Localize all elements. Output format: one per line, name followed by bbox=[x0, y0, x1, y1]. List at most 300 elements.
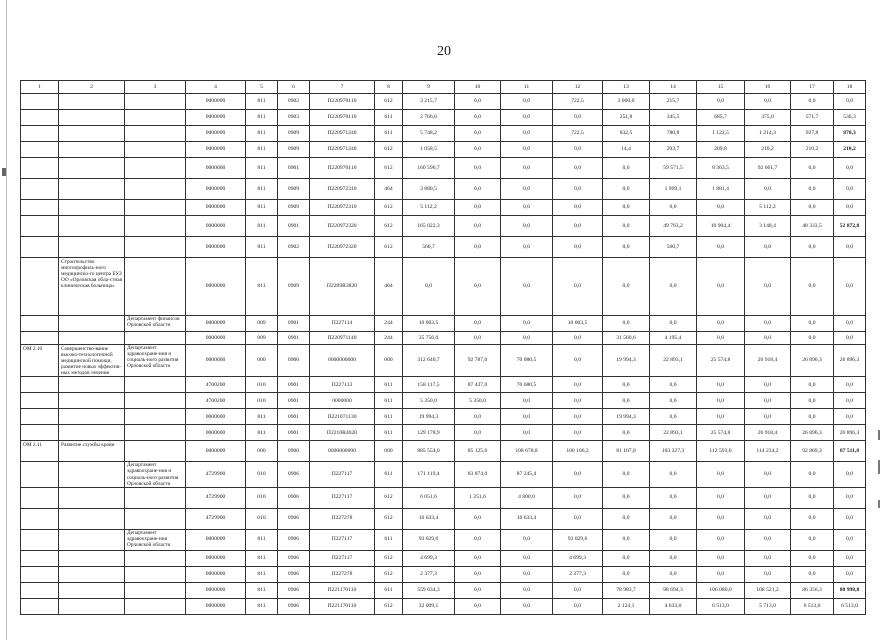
table-cell bbox=[59, 598, 125, 614]
table-cell: П220970110 bbox=[310, 110, 375, 126]
table-cell: 536,3 bbox=[834, 110, 866, 126]
table-cell bbox=[59, 142, 125, 158]
table-cell: П221170110 bbox=[310, 598, 375, 614]
table-cell: 0,0 bbox=[745, 377, 791, 393]
table-cell: 0000000 bbox=[186, 158, 246, 179]
table-cell: 92 787,0 bbox=[455, 345, 501, 377]
table-cell: 4 195,4 bbox=[650, 332, 697, 345]
table-cell: 0,0 bbox=[791, 462, 834, 487]
table-cell: 70 080,5 bbox=[501, 345, 553, 377]
table-cell: 26 896,3 bbox=[834, 345, 866, 377]
table-cell: 0,0 bbox=[455, 332, 501, 345]
table-cell: 0,0 bbox=[745, 94, 791, 110]
table-cell: 0,0 bbox=[501, 258, 553, 316]
table-cell bbox=[59, 529, 125, 550]
table-cell: 0,0 bbox=[455, 409, 501, 425]
table-cell: 0,0 bbox=[603, 566, 650, 582]
table-cell: П2209R3820 bbox=[310, 258, 375, 316]
table-cell: 0,0 bbox=[553, 508, 603, 529]
table-cell: 0,0 bbox=[650, 258, 697, 316]
table-cell: 811 bbox=[246, 258, 278, 316]
table-cell bbox=[59, 425, 125, 441]
table-cell: П221071130 bbox=[310, 409, 375, 425]
table-cell: 0,0 bbox=[745, 508, 791, 529]
table-cell: 0,0 bbox=[553, 200, 603, 216]
table-cell: 0,0 bbox=[455, 508, 501, 529]
table-cell: 0,0 bbox=[553, 110, 603, 126]
table-cell bbox=[125, 126, 186, 142]
column-header: 11 bbox=[501, 81, 553, 94]
table-cell: 612 bbox=[375, 158, 403, 179]
table-cell: 000 bbox=[375, 345, 403, 377]
table-cell: 0,0 bbox=[455, 425, 501, 441]
table-row bbox=[21, 550, 866, 566]
table-cell bbox=[21, 332, 59, 345]
table-cell: 0000000 bbox=[186, 550, 246, 566]
table-cell: 0,0 bbox=[834, 237, 866, 258]
table-cell: 0,0 bbox=[834, 94, 866, 110]
table-cell: 19 994,3 bbox=[603, 409, 650, 425]
table-cell: 1 122,5 bbox=[697, 126, 745, 142]
table-cell: 0,0 bbox=[603, 462, 650, 487]
table-cell: 0906 bbox=[278, 582, 310, 598]
table-cell: 0,0 bbox=[553, 258, 603, 316]
table-cell: 0909 bbox=[278, 179, 310, 200]
table-cell: 0909 bbox=[278, 126, 310, 142]
table-cell: 0,0 bbox=[834, 258, 866, 316]
table-cell: 0,0 bbox=[650, 462, 697, 487]
table-cell: 0,0 bbox=[791, 487, 834, 508]
table-cell bbox=[125, 582, 186, 598]
table-cell: 0,0 bbox=[697, 377, 745, 393]
table-cell: 0,0 bbox=[791, 158, 834, 179]
table-cell: 0000000 bbox=[186, 216, 246, 237]
table-cell: 0,0 bbox=[650, 200, 697, 216]
table-cell: 0,0 bbox=[455, 237, 501, 258]
table-cell bbox=[21, 200, 59, 216]
table-cell: 009 bbox=[246, 332, 278, 345]
table-cell: 000 bbox=[246, 345, 278, 377]
table-row bbox=[21, 566, 866, 582]
table-cell: 5 350,0 bbox=[455, 393, 501, 409]
table-cell: 811 bbox=[246, 425, 278, 441]
table-cell: 5 713,0 bbox=[745, 598, 791, 614]
table-cell: 0906 bbox=[278, 598, 310, 614]
column-header: 6 bbox=[278, 81, 310, 94]
table-body bbox=[21, 94, 866, 615]
table-cell: 560,7 bbox=[650, 237, 697, 258]
table-cell: 6 051,6 bbox=[403, 487, 455, 508]
table-cell: 1 999,1 bbox=[650, 179, 697, 200]
table-cell: 0,0 bbox=[745, 316, 791, 332]
table-cell bbox=[125, 377, 186, 393]
table-cell: 92 661,7 bbox=[745, 158, 791, 179]
table-cell: 0909 bbox=[278, 258, 310, 316]
table-cell: 103 327,3 bbox=[650, 441, 697, 462]
table-cell: 92 869,3 bbox=[791, 441, 834, 462]
table-cell: 375,0 bbox=[745, 110, 791, 126]
table-cell: 0,0 bbox=[697, 258, 745, 316]
table-cell: П227114 bbox=[310, 316, 375, 332]
table-cell: 2 377,3 bbox=[403, 566, 455, 582]
table-cell: 0000000 bbox=[186, 425, 246, 441]
column-header: 8 bbox=[375, 81, 403, 94]
table-cell: 0,0 bbox=[501, 566, 553, 582]
table-cell: 6 513,0 bbox=[791, 598, 834, 614]
table-cell bbox=[59, 126, 125, 142]
table-cell: 0,0 bbox=[403, 258, 455, 316]
table-cell: 811 bbox=[246, 529, 278, 550]
table-cell: 0,0 bbox=[455, 94, 501, 110]
table-cell: 611 bbox=[375, 126, 403, 142]
table-cell bbox=[125, 216, 186, 237]
table-cell: 0902 bbox=[278, 94, 310, 110]
table-cell: 0,0 bbox=[834, 462, 866, 487]
table-cell: 1 881,4 bbox=[697, 179, 745, 200]
table-cell: 0,0 bbox=[553, 425, 603, 441]
table-cell: 26 896,3 bbox=[791, 345, 834, 377]
table-cell: 0,0 bbox=[455, 550, 501, 566]
column-header: 5 bbox=[246, 81, 278, 94]
table-cell: 345,5 bbox=[650, 110, 697, 126]
table-cell bbox=[125, 94, 186, 110]
table-cell: 0,0 bbox=[455, 258, 501, 316]
table-cell: 000 bbox=[375, 441, 403, 462]
table-cell: 0,0 bbox=[745, 258, 791, 316]
table-cell bbox=[125, 550, 186, 566]
table-cell: 0000000000 bbox=[310, 345, 375, 377]
table-cell: П220972320 bbox=[310, 237, 375, 258]
column-header: 7 bbox=[310, 81, 375, 94]
table-cell: 16 633,4 bbox=[501, 508, 553, 529]
table-cell: 612 bbox=[375, 94, 403, 110]
table-cell: 0,0 bbox=[455, 142, 501, 158]
table-cell: 0000000 bbox=[186, 200, 246, 216]
table-cell: 0000000 bbox=[186, 529, 246, 550]
table-cell: 0,0 bbox=[455, 216, 501, 237]
table-cell: 0901 bbox=[278, 332, 310, 345]
table-cell: 612 bbox=[375, 598, 403, 614]
table-cell: 0901 bbox=[278, 216, 310, 237]
table-cell: 0,0 bbox=[697, 566, 745, 582]
table-cell: 0,0 bbox=[553, 462, 603, 487]
table-cell bbox=[59, 179, 125, 200]
table-cell: 100 106,2 bbox=[553, 441, 603, 462]
page-number: 20 bbox=[437, 44, 451, 59]
table-cell: 0,0 bbox=[834, 487, 866, 508]
table-cell bbox=[21, 550, 59, 566]
table-cell: 0,0 bbox=[455, 158, 501, 179]
table-cell: 0901 bbox=[278, 425, 310, 441]
table-cell: 19 994,3 bbox=[403, 409, 455, 425]
table-cell: 4 699,3 bbox=[403, 550, 455, 566]
table-cell: 722,5 bbox=[553, 94, 603, 110]
table-cell: 0,0 bbox=[791, 377, 834, 393]
table-cell: 5 350,0 bbox=[403, 393, 455, 409]
table-cell: 0000000 bbox=[186, 94, 246, 110]
table-cell: 0,0 bbox=[553, 598, 603, 614]
table-cell: 0,0 bbox=[455, 126, 501, 142]
table-cell: 0,0 bbox=[553, 142, 603, 158]
table-cell: 0,0 bbox=[455, 316, 501, 332]
table-cell: 0,0 bbox=[603, 158, 650, 179]
table-cell: 0901 bbox=[278, 409, 310, 425]
table-cell: 4700200 bbox=[186, 393, 246, 409]
table-cell: 93 029,6 bbox=[553, 529, 603, 550]
table-cell: 811 bbox=[246, 179, 278, 200]
table-cell: 4729900 bbox=[186, 462, 246, 487]
table-cell: 0,0 bbox=[697, 508, 745, 529]
table-cell: 6 513,0 bbox=[697, 598, 745, 614]
table-cell: 612 bbox=[375, 550, 403, 566]
table-cell: 108 678,8 bbox=[501, 441, 553, 462]
table-cell: 0000000 bbox=[186, 142, 246, 158]
table-cell: 0901 bbox=[278, 393, 310, 409]
table-row bbox=[21, 425, 866, 441]
table-cell bbox=[59, 377, 125, 393]
table-cell bbox=[125, 508, 186, 529]
table-cell: 3 215,7 bbox=[403, 94, 455, 110]
table-cell: 98 694,3 bbox=[650, 582, 697, 598]
table-cell bbox=[59, 316, 125, 332]
table-cell: 0,0 bbox=[455, 179, 501, 200]
table-row bbox=[21, 216, 866, 237]
table-cell: 0,0 bbox=[455, 582, 501, 598]
table-cell: 464 bbox=[375, 258, 403, 316]
table-cell: 312 640,7 bbox=[403, 345, 455, 377]
table-cell bbox=[125, 158, 186, 179]
table-cell: П221170110 bbox=[310, 582, 375, 598]
table-row bbox=[21, 94, 866, 110]
table-cell: 0,0 bbox=[791, 550, 834, 566]
table-cell bbox=[125, 142, 186, 158]
table-cell bbox=[21, 598, 59, 614]
table-cell: П220971140 bbox=[310, 332, 375, 345]
table-cell: 611 bbox=[375, 377, 403, 393]
table-row bbox=[21, 462, 866, 487]
table-cell: П220972320 bbox=[310, 216, 375, 237]
table-cell: 0,0 bbox=[455, 566, 501, 582]
table-cell: 165 022,3 bbox=[403, 216, 455, 237]
table-cell: 0,0 bbox=[650, 508, 697, 529]
table-cell: 0,0 bbox=[501, 393, 553, 409]
table-cell: 4 800,0 bbox=[501, 487, 553, 508]
table-cell: 885 554,0 bbox=[403, 441, 455, 462]
table-cell: 108 521,2 bbox=[745, 582, 791, 598]
table-cell: 3 148,4 bbox=[745, 216, 791, 237]
table-cell: 0,0 bbox=[834, 377, 866, 393]
table-cell: 560,7 bbox=[403, 237, 455, 258]
table-cell: П227278 bbox=[310, 566, 375, 582]
table-cell bbox=[125, 200, 186, 216]
table-cell: 009 bbox=[246, 316, 278, 332]
table-cell: 0,0 bbox=[745, 332, 791, 345]
table-row bbox=[21, 377, 866, 393]
table-cell bbox=[21, 142, 59, 158]
table-cell: 0,0 bbox=[697, 462, 745, 487]
table-cell bbox=[59, 409, 125, 425]
table-cell: 106 080,0 bbox=[697, 582, 745, 598]
table-cell: 158 117,5 bbox=[403, 377, 455, 393]
table-cell: 114 234,2 bbox=[745, 441, 791, 462]
table-cell bbox=[125, 487, 186, 508]
table-cell: 0,0 bbox=[697, 237, 745, 258]
table-cell bbox=[21, 158, 59, 179]
table-cell: 811 bbox=[246, 142, 278, 158]
table-cell: 32 009,1 bbox=[403, 598, 455, 614]
table-cell: 0,0 bbox=[553, 332, 603, 345]
table-cell: 927,8 bbox=[791, 126, 834, 142]
table-cell: 0,0 bbox=[745, 237, 791, 258]
table-cell: 0,0 bbox=[603, 487, 650, 508]
left-margin-line bbox=[6, 0, 7, 640]
table-cell: 010 bbox=[246, 487, 278, 508]
table-cell: 70 680,5 bbox=[501, 377, 553, 393]
table-cell bbox=[59, 566, 125, 582]
table-cell: 0,0 bbox=[697, 94, 745, 110]
table-cell: П2210R4020 bbox=[310, 425, 375, 441]
table-cell: 86 356,3 bbox=[791, 582, 834, 598]
table-cell bbox=[59, 582, 125, 598]
table-cell bbox=[21, 316, 59, 332]
table-cell: 0,0 bbox=[603, 529, 650, 550]
table-cell: 0,0 bbox=[791, 179, 834, 200]
table-cell: 14,4 bbox=[603, 142, 650, 158]
table-cell bbox=[59, 237, 125, 258]
table-cell: 16 633,4 bbox=[403, 508, 455, 529]
table-cell bbox=[21, 462, 59, 487]
table-cell: 0,0 bbox=[603, 508, 650, 529]
table-cell: 0000000 bbox=[310, 393, 375, 409]
table-cell: 0,0 bbox=[603, 377, 650, 393]
table-cell: 0906 bbox=[278, 550, 310, 566]
table-cell: 3 000,0 bbox=[603, 94, 650, 110]
table-cell: 612 bbox=[375, 142, 403, 158]
table-cell bbox=[21, 179, 59, 200]
table-cell: 611 bbox=[375, 409, 403, 425]
table-cell: 0,0 bbox=[650, 409, 697, 425]
table-cell: 8 363,5 bbox=[697, 158, 745, 179]
table-cell: 811 bbox=[246, 598, 278, 614]
table-cell: 0,0 bbox=[697, 409, 745, 425]
header-row bbox=[21, 81, 866, 94]
table-cell bbox=[125, 393, 186, 409]
table-cell bbox=[59, 508, 125, 529]
table-cell: 1 058,5 bbox=[403, 142, 455, 158]
table-cell bbox=[21, 582, 59, 598]
table-cell: 5 748,2 bbox=[403, 126, 455, 142]
table-cell: 611 bbox=[375, 425, 403, 441]
table-cell bbox=[21, 110, 59, 126]
table-cell: 811 bbox=[246, 158, 278, 179]
table-cell: 49 763,2 bbox=[650, 216, 697, 237]
table-cell bbox=[125, 179, 186, 200]
table-cell: 0,0 bbox=[501, 529, 553, 550]
table-cell: 83 874,0 bbox=[455, 462, 501, 487]
table-cell: 210,2 bbox=[745, 142, 791, 158]
table-cell: 611 bbox=[375, 582, 403, 598]
table-cell: 870,3 bbox=[834, 126, 866, 142]
table-cell: 87 511,8 bbox=[834, 441, 866, 462]
table-cell: 611 bbox=[375, 462, 403, 487]
table-cell bbox=[125, 237, 186, 258]
table-row bbox=[21, 142, 866, 158]
table-cell: 0,0 bbox=[501, 94, 553, 110]
table-cell bbox=[125, 425, 186, 441]
table-cell: 0,0 bbox=[603, 216, 650, 237]
table-cell bbox=[21, 508, 59, 529]
table-row bbox=[21, 345, 866, 377]
table-cell: ОМ 2.10 bbox=[21, 345, 59, 377]
binding-mark bbox=[2, 168, 6, 176]
table-cell: 0,0 bbox=[834, 158, 866, 179]
table-row bbox=[21, 529, 866, 550]
table-cell: 0,0 bbox=[501, 158, 553, 179]
table-cell: 0000000 bbox=[186, 237, 246, 258]
table-cell: 10 904,4 bbox=[697, 216, 745, 237]
table-cell bbox=[21, 216, 59, 237]
table-row bbox=[21, 582, 866, 598]
table-cell: 010 bbox=[246, 508, 278, 529]
table-cell: 010 bbox=[246, 393, 278, 409]
column-header: 17 bbox=[791, 81, 834, 94]
table-cell: 31 560,6 bbox=[603, 332, 650, 345]
table-cell: 612 bbox=[375, 200, 403, 216]
scan-mark bbox=[878, 460, 880, 474]
table-cell: 93 029,6 bbox=[403, 529, 455, 550]
column-header: 16 bbox=[745, 81, 791, 94]
table-cell: 0,0 bbox=[553, 158, 603, 179]
table-cell: 0,0 bbox=[553, 377, 603, 393]
table-cell: 0,0 bbox=[791, 409, 834, 425]
table-cell bbox=[21, 566, 59, 582]
table-cell: 0,0 bbox=[745, 529, 791, 550]
table-cell: 10 003,5 bbox=[403, 316, 455, 332]
table-cell bbox=[21, 409, 59, 425]
table-cell: 85 125,6 bbox=[455, 441, 501, 462]
table-cell: 811 bbox=[246, 550, 278, 566]
table-cell: 0,0 bbox=[834, 332, 866, 345]
table-cell: 0000000 bbox=[186, 582, 246, 598]
table-cell: 464 bbox=[375, 179, 403, 200]
table-cell: 0,0 bbox=[650, 487, 697, 508]
table-cell: 685,7 bbox=[697, 110, 745, 126]
table-cell: 0,0 bbox=[697, 393, 745, 409]
column-header: 3 bbox=[125, 81, 186, 94]
table-cell: 612 bbox=[375, 216, 403, 237]
table-cell: Строительство многопрофиль-ного медицинско-го центра БУЗ ОО «Орловская обла-стная клиническая больница» bbox=[59, 258, 125, 316]
table-cell: 244 bbox=[375, 316, 403, 332]
table-row bbox=[21, 409, 866, 425]
table-cell: 0,0 bbox=[745, 462, 791, 487]
table-cell: 722,5 bbox=[553, 126, 603, 142]
table-cell: 0901 bbox=[278, 158, 310, 179]
table-cell bbox=[125, 566, 186, 582]
table-cell: 52 872,8 bbox=[834, 216, 866, 237]
table-cell: 244 bbox=[375, 332, 403, 345]
table-row bbox=[21, 126, 866, 142]
table-cell: 112 593,0 bbox=[697, 441, 745, 462]
table-cell: 0,0 bbox=[501, 200, 553, 216]
table-cell bbox=[125, 409, 186, 425]
table-cell: 0,0 bbox=[553, 582, 603, 598]
table-cell: 0,0 bbox=[650, 393, 697, 409]
table-cell: 3 880,5 bbox=[403, 179, 455, 200]
table-cell: 0906 bbox=[278, 566, 310, 582]
table-cell: П220970110 bbox=[310, 158, 375, 179]
column-header: 12 bbox=[553, 81, 603, 94]
table-cell: 0909 bbox=[278, 142, 310, 158]
